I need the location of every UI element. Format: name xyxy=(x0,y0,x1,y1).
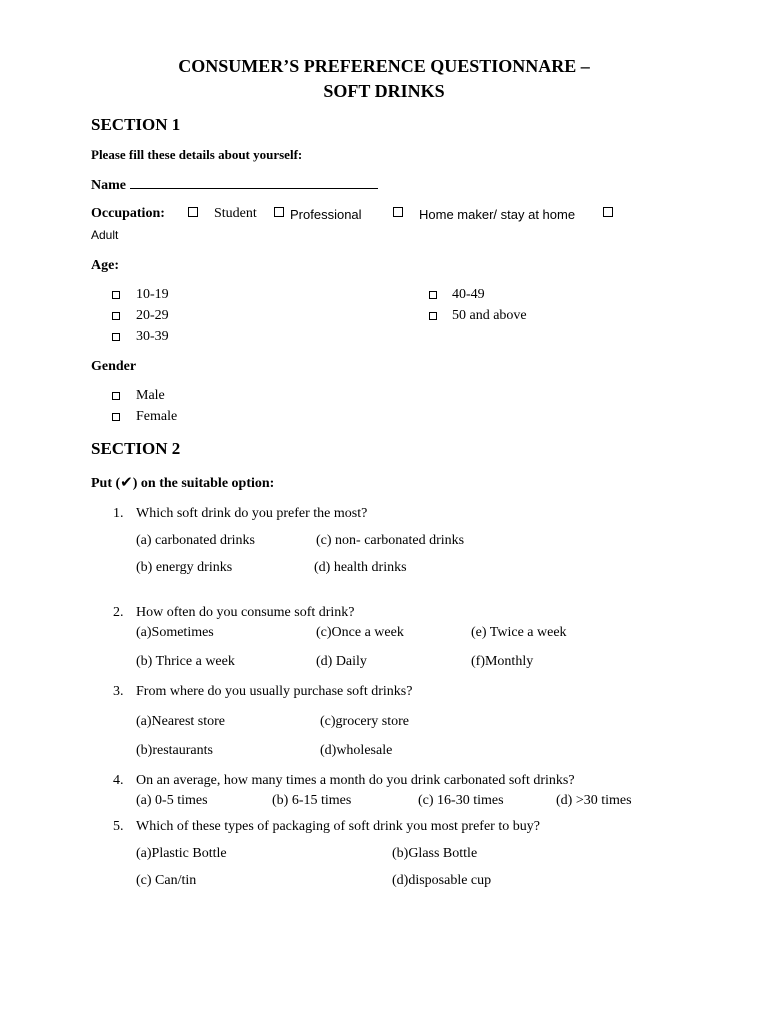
age-30-39-checkbox[interactable] xyxy=(112,333,120,341)
question-2-option-a[interactable]: (a)Sometimes xyxy=(136,625,214,640)
name-label: Name xyxy=(91,178,126,193)
question-5-option-d[interactable]: (d)disposable cup xyxy=(392,873,492,888)
occupation-professional-checkbox[interactable] xyxy=(274,207,284,217)
question-1-option-b[interactable]: (b) energy drinks xyxy=(136,560,233,575)
section2-instruction xyxy=(91,473,274,492)
question-3-number: 3. xyxy=(113,684,124,699)
question-1-text: Which soft drink do you prefer the most? xyxy=(136,506,368,521)
question-5-option-c[interactable]: (c) Can/tin xyxy=(136,873,197,888)
question-4-option-a[interactable]: (a) 0-5 times xyxy=(136,793,208,808)
age-40-49-label: 40-49 xyxy=(452,287,485,302)
page-title-line1: CONSUMER’S PREFERENCE QUESTIONNARE – xyxy=(178,56,590,76)
section1-instruction: Please fill these details about yourself: xyxy=(91,147,303,162)
instruction-prefix: Put ( xyxy=(91,476,121,491)
question-4-option-b[interactable]: (b) 6-15 times xyxy=(272,793,352,808)
age-30-39-label: 30-39 xyxy=(136,329,169,344)
question-1-option-a[interactable]: (a) carbonated drinks xyxy=(136,533,255,548)
age-20-29-checkbox[interactable] xyxy=(112,312,120,320)
question-1-option-d[interactable]: (d) health drinks xyxy=(314,560,407,575)
checkmark-icon: ✔ xyxy=(120,473,133,491)
question-4-number: 4. xyxy=(113,773,124,788)
question-4-option-c[interactable]: (c) 16-30 times xyxy=(418,793,504,808)
gender-label: Gender xyxy=(91,359,137,374)
question-2-text: How often do you consume soft drink? xyxy=(136,605,355,620)
age-20-29-label: 20-29 xyxy=(136,308,169,323)
age-label: Age: xyxy=(91,258,119,273)
section1-heading: SECTION 1 xyxy=(91,115,181,134)
question-3-option-c[interactable]: (c)grocery store xyxy=(320,714,410,729)
question-2-option-e[interactable]: (e) Twice a week xyxy=(471,625,567,640)
question-1-number: 1. xyxy=(113,506,124,521)
page-title-line2: SOFT DRINKS xyxy=(323,81,445,101)
question-2-number: 2. xyxy=(113,605,124,620)
gender-female-label: Female xyxy=(136,409,178,424)
occupation-homemaker-label: Home maker/ stay at home xyxy=(419,207,576,222)
question-5-option-a[interactable]: (a)Plastic Bottle xyxy=(136,846,227,861)
gender-male-label: Male xyxy=(136,388,165,403)
occupation-adult-checkbox[interactable] xyxy=(603,207,613,217)
name-row xyxy=(91,176,378,194)
age-50-above-checkbox[interactable] xyxy=(429,312,437,320)
question-3-option-a[interactable]: (a)Nearest store xyxy=(136,714,226,729)
gender-male-checkbox[interactable] xyxy=(112,392,120,400)
occupation-student-label: Student xyxy=(214,206,257,221)
age-10-19-label: 10-19 xyxy=(136,287,169,302)
question-4-text: On an average, how many times a month do you drink carbonated soft drinks? xyxy=(136,773,575,788)
instruction-suffix: ) on the suitable option: xyxy=(132,476,275,491)
occupation-professional-label: Professional xyxy=(290,207,362,222)
question-5-text: Which of these types of packaging of soft drink you most prefer to buy? xyxy=(136,819,540,834)
age-40-49-checkbox[interactable] xyxy=(429,291,437,299)
question-5-number: 5. xyxy=(113,819,124,834)
age-50-above-label: 50 and above xyxy=(452,308,527,323)
question-2-option-c[interactable]: (c)Once a week xyxy=(316,625,404,640)
occupation-homemaker-checkbox[interactable] xyxy=(393,207,403,217)
question-5-option-b[interactable]: (b)Glass Bottle xyxy=(392,846,478,861)
age-10-19-checkbox[interactable] xyxy=(112,291,120,299)
question-2-option-b[interactable]: (b) Thrice a week xyxy=(136,654,235,669)
gender-female-checkbox[interactable] xyxy=(112,413,120,421)
question-3-text: From where do you usually purchase soft drinks? xyxy=(136,684,413,699)
question-3-option-d[interactable]: (d)wholesale xyxy=(320,743,393,758)
question-2-option-d[interactable]: (d) Daily xyxy=(316,654,367,669)
question-1-option-c[interactable]: (c) non- carbonated drinks xyxy=(316,533,465,548)
section2-heading: SECTION 2 xyxy=(91,439,181,458)
occupation-adult-label: Adult xyxy=(91,228,119,242)
name-field[interactable] xyxy=(130,176,378,189)
question-3-option-b[interactable]: (b)restaurants xyxy=(136,743,213,758)
question-2-option-f[interactable]: (f)Monthly xyxy=(471,654,534,669)
occupation-label: Occupation: xyxy=(91,206,165,221)
question-4-option-d[interactable]: (d) >30 times xyxy=(556,793,632,808)
occupation-student-checkbox[interactable] xyxy=(188,207,198,217)
